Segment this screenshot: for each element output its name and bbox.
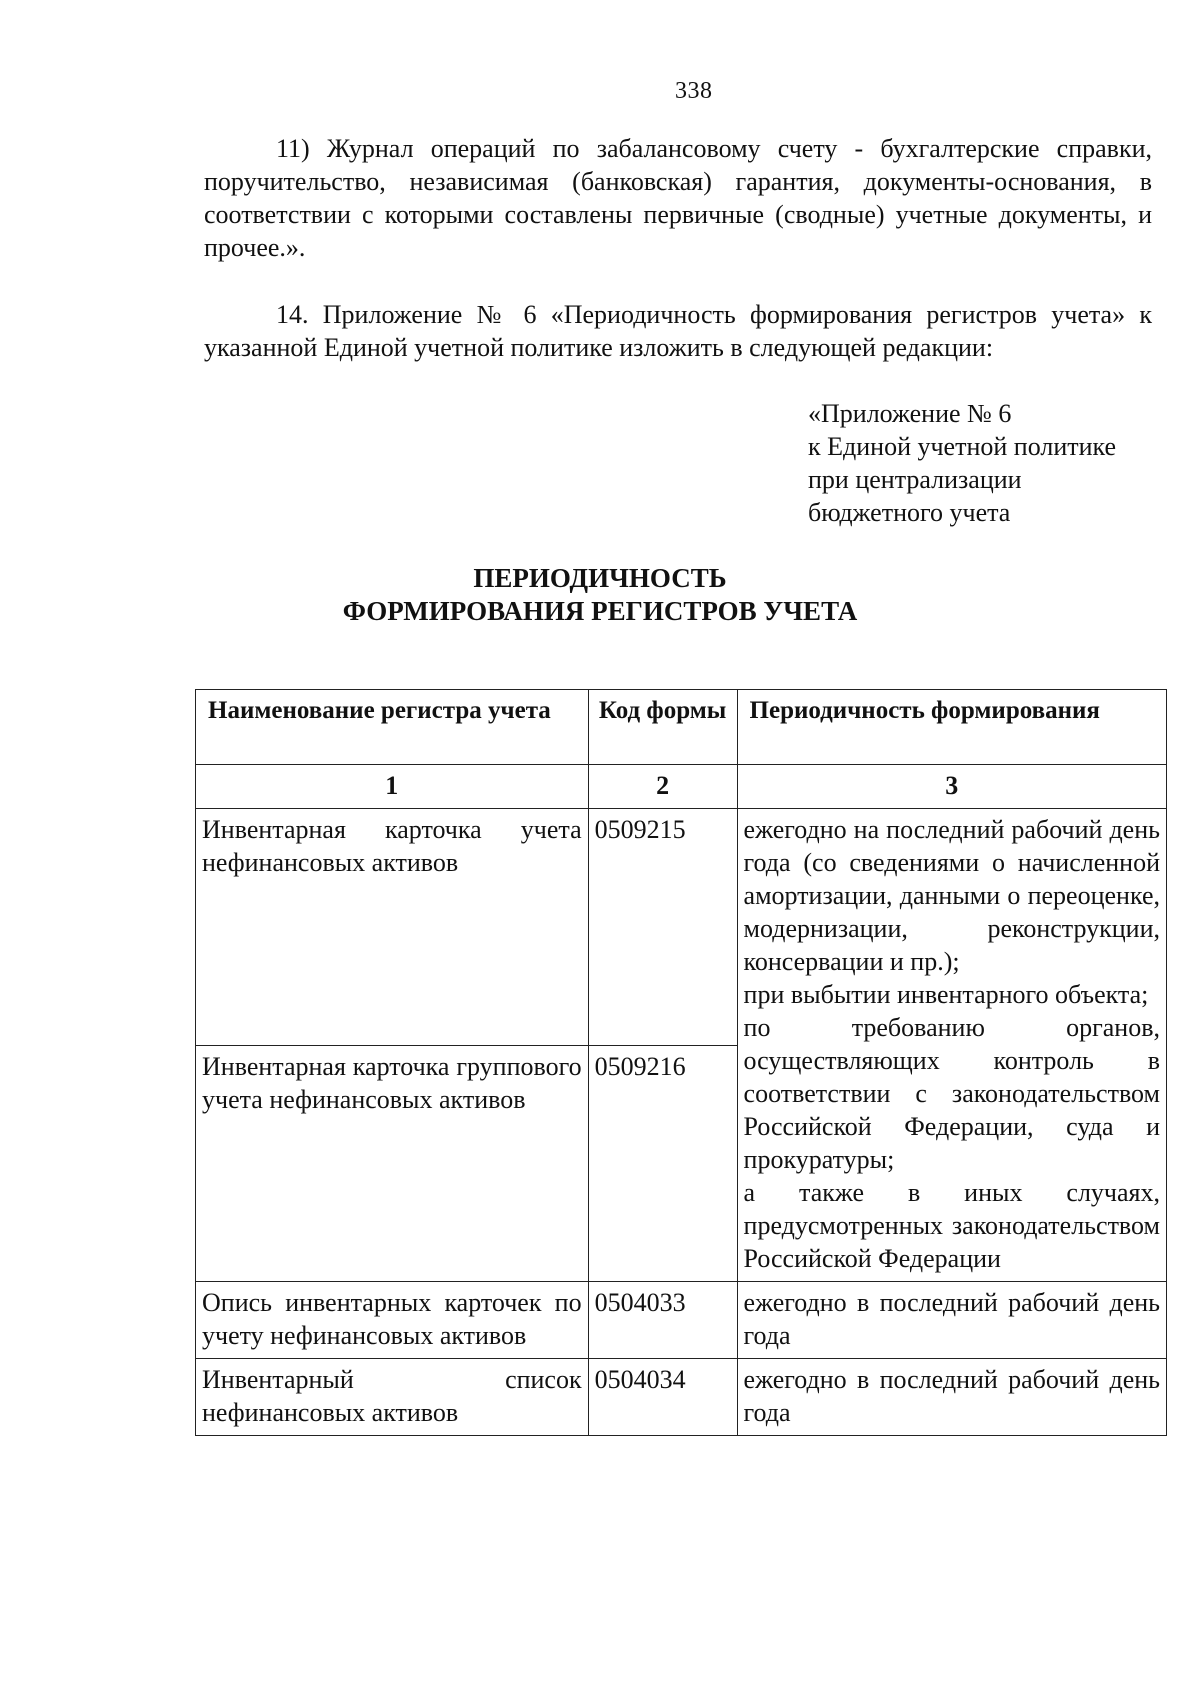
form-code-cell: 0509216 — [588, 1045, 737, 1282]
title-line: ФОРМИРОВАНИЯ РЕГИСТРОВ УЧЕТА — [342, 596, 858, 626]
periodicity-cell: ежегодно в последний рабочий день года — [737, 1359, 1166, 1436]
annex-reference — [808, 397, 1116, 529]
annex-line: к Единой учетной политике — [808, 432, 1117, 461]
register-name-cell: Инвентарная карточка группового учета нефинансовых активов — [196, 1045, 589, 1282]
column-number: 1 — [196, 765, 589, 809]
table-row — [196, 1282, 1167, 1359]
header-periodicity: Периодичность формирования — [737, 690, 1166, 765]
paragraph-item-11: 11) Журнал операций по забалансовому счету - бухгалтерские справки, поручительство, независимая (банковская) гарантия, документы-основания, в соответствии с которыми составлены первичные (сводные) учетные документы, и прочее.». — [204, 134, 1152, 262]
table-row — [196, 1359, 1167, 1436]
periodicity-cell-shared — [737, 809, 1166, 1282]
register-name-cell: Инвентарный список нефинансовых активов — [196, 1359, 589, 1436]
page-number: 338 — [675, 78, 713, 104]
annex-line: «Приложение № 6 — [808, 399, 1012, 428]
periodicity-text: ежегодно на последний рабочий день года (со сведениями о начисленной амортизации, данными о переоценке, модернизации, реконструкции, консервации и пр.); — [743, 815, 1160, 976]
periodicity-cell: ежегодно в последний рабочий день года — [737, 1282, 1166, 1359]
document-title — [0, 562, 1200, 628]
periodicity-text: по требованию органов, осуществляющих контроль в соответствии с законодательством Российской Федерации, суда и прокуратуры; — [743, 1013, 1160, 1174]
register-name-cell: Инвентарная карточка учета нефинансовых активов — [196, 809, 589, 1046]
registers-table — [195, 689, 1167, 1436]
form-code-cell: 0509215 — [588, 809, 737, 1046]
paragraph-item-14: 14. Приложение № 6 «Периодичность формирования регистров учета» к указанной Единой учетной политике изложить в следующей редакции: — [204, 300, 1152, 362]
periodicity-text: при выбытии инвентарного объекта; — [743, 980, 1149, 1009]
column-number: 3 — [737, 765, 1166, 809]
table-header-row — [196, 690, 1167, 765]
column-number: 2 — [588, 765, 737, 809]
register-name-cell: Опись инвентарных карточек по учету нефинансовых активов — [196, 1282, 589, 1359]
form-code-cell: 0504033 — [588, 1282, 737, 1359]
annex-line: бюджетного учета — [808, 498, 1011, 527]
title-line: ПЕРИОДИЧНОСТЬ — [473, 563, 727, 593]
header-register-name: Наименование регистра учета — [196, 690, 589, 765]
table-row — [196, 809, 1167, 1046]
annex-line: при централизации — [808, 465, 1022, 494]
column-numbers-row — [196, 765, 1167, 809]
form-code-cell: 0504034 — [588, 1359, 737, 1436]
header-form-code: Код формы — [588, 690, 737, 765]
periodicity-text: а также в иных случаях, предусмотренных законодательством Российской Федерации — [743, 1178, 1160, 1273]
